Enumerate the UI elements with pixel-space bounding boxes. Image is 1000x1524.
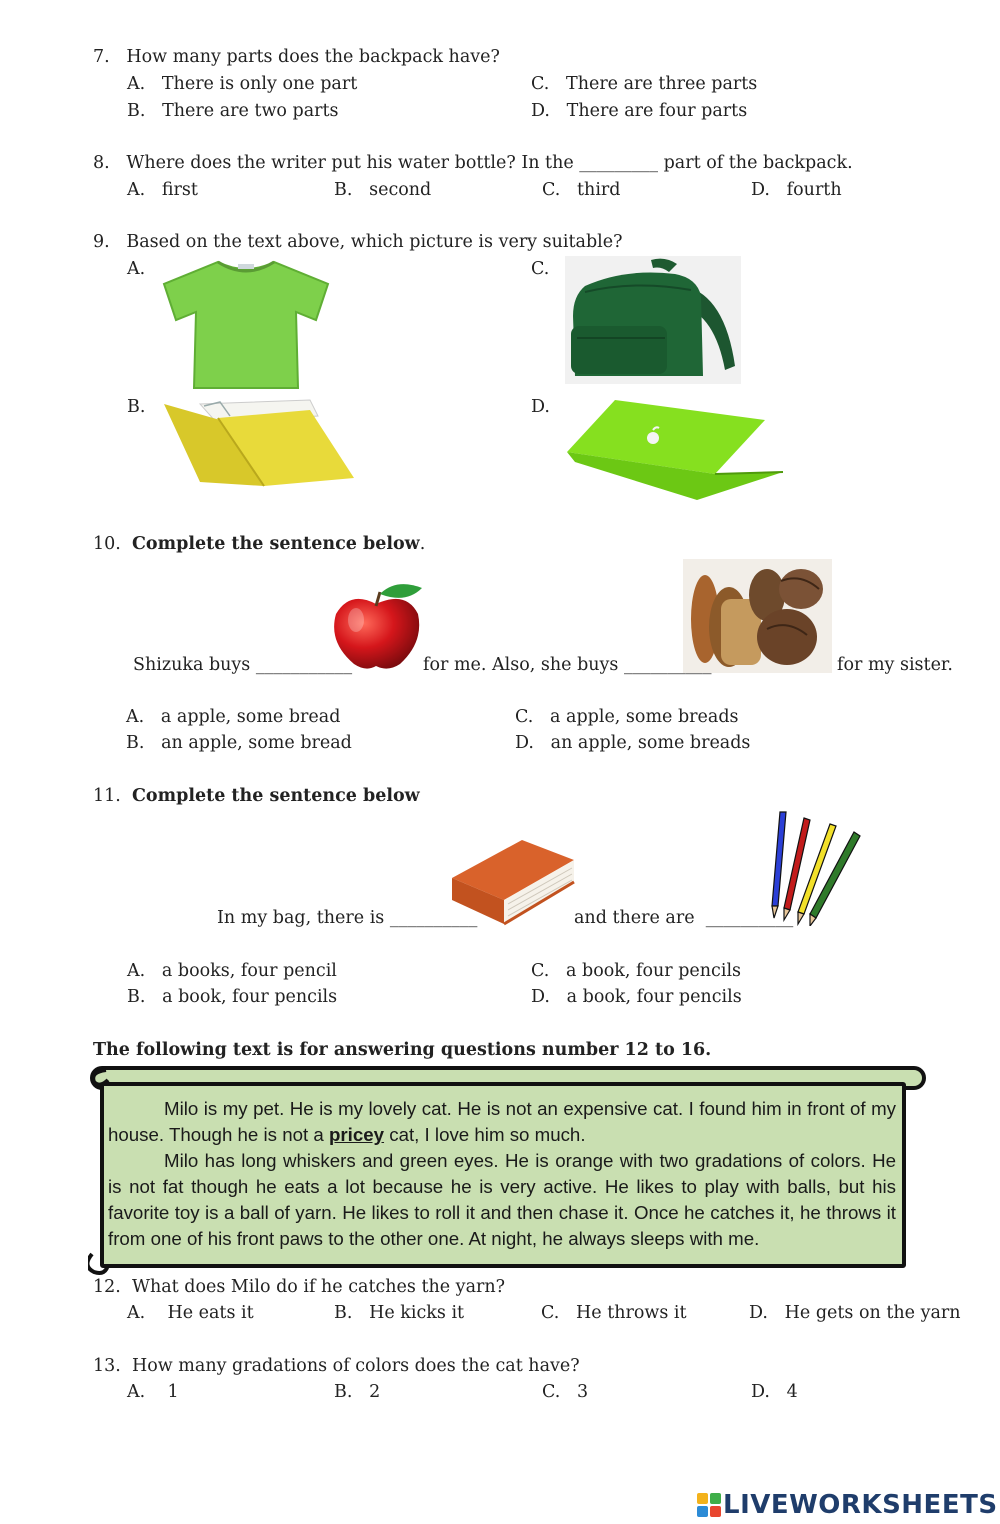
q11-heading <box>93 785 420 807</box>
q13-option-b[interactable]: B. 2 <box>334 1382 381 1402</box>
q10-option-a[interactable]: A. a apple, some bread <box>126 707 341 727</box>
q9-label-d[interactable]: D. <box>531 397 550 417</box>
q7-question: 7. How many parts does the backpack have? <box>93 47 500 67</box>
q7-option-a[interactable]: A. There is only one part <box>127 74 358 94</box>
q11-option-c[interactable]: C. a book, four pencils <box>531 961 742 981</box>
passage-p1-before: Milo is my pet. He is my lovely cat. He is not an expensive cat. I found him in front of my house. Though he is not a <box>108 1098 896 1145</box>
passage-highlight-word: pricey <box>328 1124 385 1145</box>
passage-paragraph-1 <box>108 1096 896 1148</box>
q7-option-b[interactable]: B. There are two parts <box>127 101 339 121</box>
q12-option-a[interactable]: A. He eats it <box>127 1303 254 1323</box>
q13-option-c[interactable]: C. 3 <box>542 1382 589 1402</box>
q11-number: 11. <box>93 786 121 806</box>
q11-option-d[interactable]: D. a book, four pencils <box>531 987 742 1007</box>
q10-heading <box>93 533 425 555</box>
q11-instruction: Complete the sentence below <box>131 786 420 806</box>
liveworksheets-logo-icon <box>697 1493 721 1517</box>
liveworksheets-logo[interactable] <box>697 1488 998 1522</box>
q8-question: 8. Where does the writer put his water bottle? In the _________ part of the backpack. <box>93 153 853 173</box>
liveworksheets-brand: LIVEWORKSHEETS <box>723 1490 998 1520</box>
q11-sentence-part2: and there are __________ <box>574 908 794 928</box>
q10-sentence-part2: for me. Also, she buys __________ <box>423 655 712 675</box>
q9-label-b[interactable]: B. <box>127 397 146 417</box>
passage-paragraph-2: Milo has long whiskers and green eyes. He is orange with two gradations of colors. He is not fat though he eats a lot because he is very active. He likes to play with balls, but his favorite toy is a ball of yarn. He likes to roll it and then chase it. Once he catches it, he throws it from one of his front paws to the other one. At night, he always sleeps with me. <box>108 1150 896 1249</box>
q10-sentence-part1: Shizuka buys ___________ <box>133 655 353 675</box>
q8-option-a[interactable]: A. first <box>127 180 198 200</box>
q9-question: 9. Based on the text above, which picture is very suitable? <box>93 232 623 252</box>
q8-option-b[interactable]: B. second <box>334 180 432 200</box>
q10-instruction: Complete the sentence below <box>131 534 420 554</box>
q10-option-b[interactable]: B. an apple, some bread <box>126 733 352 753</box>
reading-passage <box>100 1082 906 1268</box>
q10-sentence-part3: for my sister. <box>837 655 953 675</box>
reading-intro: The following text is for answering questions number 12 to 16. <box>93 1040 712 1060</box>
backpack-image[interactable] <box>565 256 741 384</box>
q10-period: . <box>419 534 426 554</box>
q12-option-c[interactable]: C. He throws it <box>541 1303 687 1323</box>
q13-option-d[interactable]: D. 4 <box>751 1382 798 1402</box>
q10-option-c[interactable]: C. a apple, some breads <box>515 707 739 727</box>
tshirt-image[interactable] <box>160 258 332 392</box>
q11-option-a[interactable]: A. a books, four pencil <box>127 961 337 981</box>
passage-p1-after: cat, I love him so much. <box>384 1124 586 1145</box>
q11-sentence-part1: In my bag, there is __________ <box>217 908 478 928</box>
q8-option-d[interactable]: D. fourth <box>751 180 842 200</box>
q11-option-b[interactable]: B. a book, four pencils <box>127 987 338 1007</box>
q12-question: 12. What does Milo do if he catches the yarn? <box>93 1277 506 1297</box>
q13-option-a[interactable]: A. 1 <box>127 1382 179 1402</box>
q7-option-c[interactable]: C. There are three parts <box>531 74 758 94</box>
notebook-image[interactable] <box>160 396 356 488</box>
q12-option-d[interactable]: D. He gets on the yarn <box>749 1303 961 1323</box>
q10-number: 10. <box>93 534 121 554</box>
q13-question: 13. How many gradations of colors does the cat have? <box>93 1356 580 1376</box>
q9-label-c[interactable]: C. <box>531 259 550 279</box>
q10-option-d[interactable]: D. an apple, some breads <box>515 733 751 753</box>
q8-option-c[interactable]: C. third <box>542 180 621 200</box>
q9-label-a[interactable]: A. <box>127 259 146 279</box>
laptop-image[interactable] <box>565 396 785 502</box>
q7-option-d[interactable]: D. There are four parts <box>531 101 748 121</box>
q12-option-b[interactable]: B. He kicks it <box>334 1303 465 1323</box>
